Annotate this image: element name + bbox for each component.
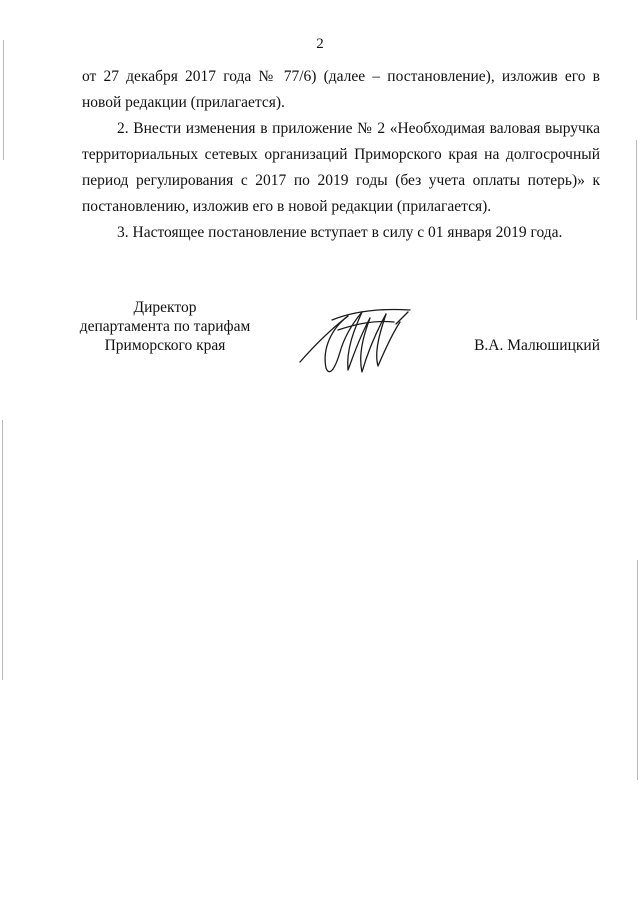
scan-edge-right-lower — [637, 560, 638, 780]
handwritten-signature-icon — [296, 300, 416, 380]
paragraph-continuation: от 27 декабря 2017 года № 77/6) (далее – постановление), изложив его в новой редакции (прилагается). — [82, 68, 600, 111]
signer-position-line-2: департамента по тарифам — [79, 318, 251, 335]
paragraph-item-2: 2. Внести изменения в приложение № 2 «Необходимая валовая выручка территориальных сетевых организаций Приморского края на долгосрочный период регулирования с 2017 по 2019 годы (без учета оплаты потерь)» к постановлению, изложив его в новой редакции (прилагается). — [82, 120, 600, 215]
signer-position-line-1: Директор — [133, 299, 197, 316]
scan-edge-right — [636, 140, 637, 320]
signer-position-line-3: Приморского края — [104, 337, 226, 354]
page-number: 2 — [316, 36, 324, 52]
signer-position — [70, 298, 260, 355]
scan-edge-left — [3, 40, 4, 160]
document-body — [82, 64, 600, 246]
paragraph-item-3: 3. Настоящее постановление вступает в силу с 01 января 2019 года. — [117, 224, 563, 241]
signer-name: В.А. Малюшицкий — [474, 337, 600, 354]
scan-edge-left-lower — [2, 420, 3, 680]
